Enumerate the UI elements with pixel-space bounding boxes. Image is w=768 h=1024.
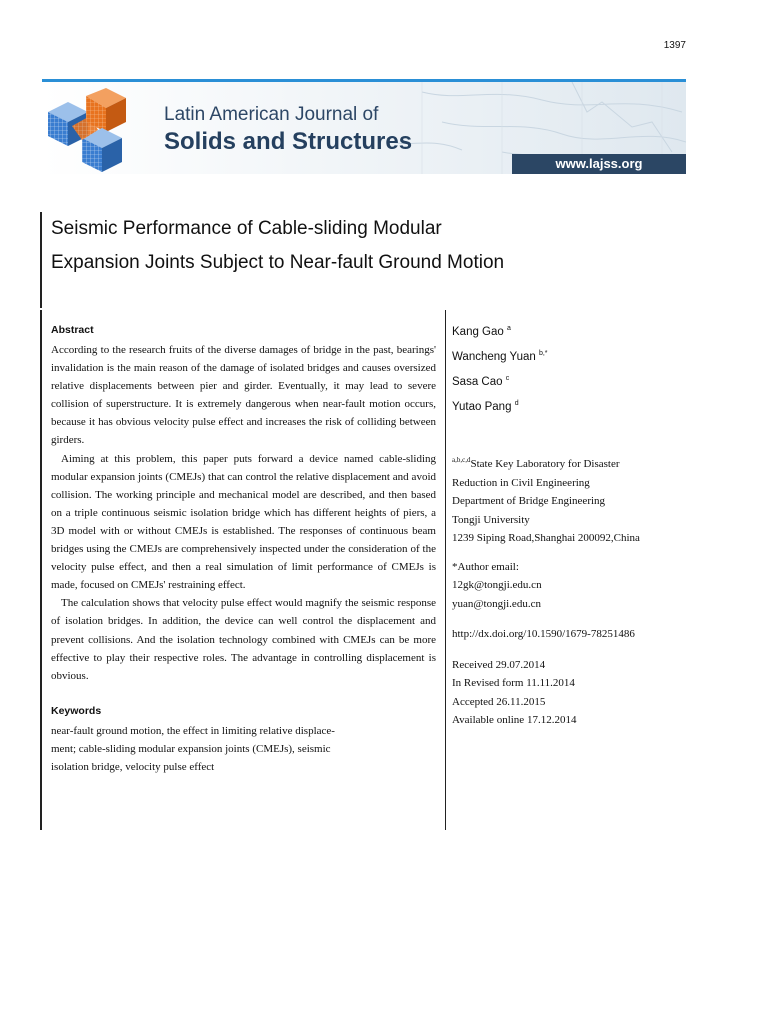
affiliation-sup: a,b,c,d (452, 456, 471, 464)
abstract-section (40, 310, 446, 830)
affiliation-line: 1239 Siping Road,Shanghai 200092,China (452, 532, 640, 544)
email-label: *Author email: (452, 560, 519, 573)
date-accepted: Accepted 26.11.2015 (452, 695, 546, 708)
email-address[interactable]: 12gk@tongji.edu.cn (452, 579, 542, 591)
journal-logo-icon (42, 86, 134, 174)
abstract-paragraph: The calculation shows that velocity pulse effect would magnify the seismic response of isolation bridges. In addition, the device can well control the displacement and prevent collisions. And the isolation technology combined with CMEJs can be more effective to play their respective roles. The advantage in controlling displacement is obvious. (51, 597, 436, 682)
email-address[interactable]: yuan@tongji.edu.cn (452, 597, 541, 610)
affiliation-line: State Key Laboratory for Disaster (470, 458, 620, 470)
journal-url[interactable]: www.lajss.org (512, 154, 686, 174)
abstract-paragraph: Aiming at this problem, this paper puts forward a device named cable-sliding modular expansion joints (CMEJs) that can control the relative displacement and avoid collision. The working principle and mechanical model are described, and then based on a triple continuous seismic isolation bridge which has different heights of piers, a 3D model with or without CMEJs is established. The responses of continuous beam bridges using the CMEJs are comprehensively inspected under the consideration of the velocity pulse effect, and then a real simulation of limit performance of CMEJs is made, focused on CMEJs' restraining effect. (51, 452, 436, 592)
author-email (452, 558, 692, 614)
journal-banner (42, 79, 686, 174)
keywords-line: ment; cable-sliding modular expansion joints (CMEJs), seismic (51, 742, 331, 755)
page-number: 1397 (663, 40, 686, 51)
doi-link[interactable]: http://dx.doi.org/10.1590/1679-78251486 (452, 628, 635, 640)
author: Wancheng Yuan $^{b,*}$ (452, 350, 548, 363)
abstract-paragraph: According to the research fruits of the diverse damages of bridge in the past, bearings' invalidation is the main reason of the damage of isolated bridges and causes oversized relative displacements between pier and girder. Eventually, it may lead to severe collision of superstructure. It is extremely dangerous when near-fault motion occurs, because it has obvious velocity pulse effect and increases the risk of colliding between girders. (51, 344, 436, 447)
keywords-line: near-fault ground motion, the effect in limiting relative displace- (51, 724, 335, 737)
affiliation-line: Tongji University (452, 513, 530, 526)
journal-name-line2: Solids and Structures (164, 128, 413, 155)
affiliation-line: Reduction in Civil Engineering (452, 476, 590, 489)
article-info (452, 318, 692, 730)
affiliation (452, 451, 692, 548)
date-online: Available online 17.12.2014 (452, 714, 577, 726)
keywords-line: isolation bridge, velocity pulse effect (51, 760, 215, 773)
article-title (40, 212, 640, 308)
author: Sasa Cao $^c$ (452, 375, 510, 388)
date-revised: In Revised form 11.11.2014 (452, 677, 575, 689)
date-received: Received 29.07.2014 (452, 658, 546, 671)
title-line-2: Expansion Joints Subject to Near-fault Ground Motion (51, 252, 505, 273)
journal-name-line1: Latin American Journal of (164, 104, 379, 125)
keywords-heading: Keywords (51, 704, 102, 717)
title-line-1: Seismic Performance of Cable-sliding Modular (51, 218, 442, 239)
affiliation-line: Department of Bridge Engineering (452, 495, 606, 507)
author: Kang Gao $^a$ (452, 325, 511, 338)
author: Yutao Pang $^d$ (452, 400, 519, 413)
article-dates (452, 656, 692, 730)
abstract-heading: Abstract (51, 324, 94, 336)
